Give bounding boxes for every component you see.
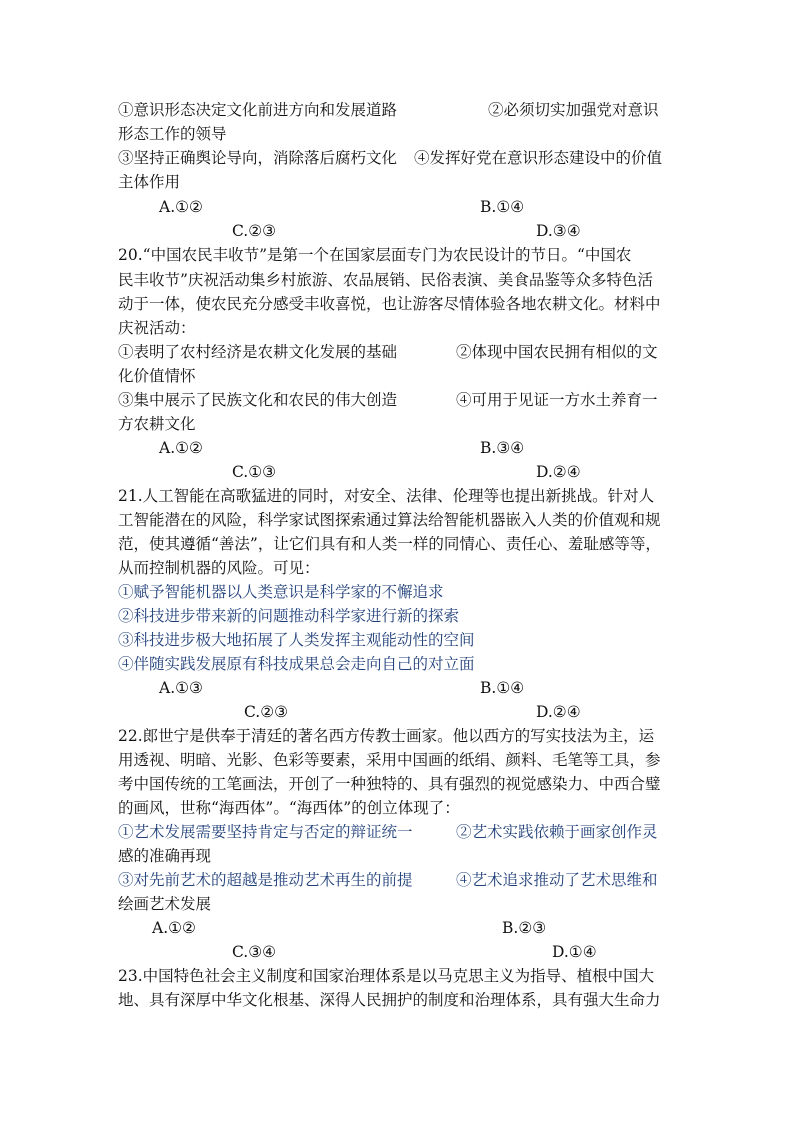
q21-statement-4: ④伴随实践发展原有科技成果总会走向自己的对立面 — [118, 655, 475, 673]
q20-statement-1: ①表明了农村经济是农耕文化发展的基础 — [118, 343, 398, 361]
q20-statement-2: ②体现中国农民拥有相似的文 — [456, 343, 658, 361]
q21-stem-line-2: 工智能潜在的风险，科学家试图探索通过算法给智能机器嵌入人类的价值观和规 — [118, 511, 661, 529]
q19-option-c: C.②③ — [232, 222, 277, 240]
q19-option-d: D.③④ — [536, 222, 581, 240]
q22-stem-line-4: 的画风，世称“海西体”。“海西体”的创立体现了： — [118, 799, 460, 817]
q22-option-a: A.①② — [152, 919, 196, 937]
q22-statement-3: ③对先前艺术的超越是推动艺术再生的前提 — [118, 871, 413, 889]
q20-stem-line-4: 庆祝活动： — [118, 319, 196, 337]
q23-stem-line-2: 地、具有深厚中华文化根基、深得人民拥护的制度和治理体系，具有强大生命力 — [118, 991, 661, 1009]
q20-statement-4-cont: 方农耕文化 — [118, 415, 196, 433]
q19-statement-2: ②必须切实加强党对意识 — [488, 101, 659, 119]
q22-statement-4: ④艺术追求推动了艺术思维和 — [456, 871, 658, 889]
q20-statement-2-cont: 化价值情怀 — [118, 367, 196, 385]
q22-option-c: C.③④ — [232, 943, 277, 961]
q22-option-d: D.①④ — [552, 943, 597, 961]
q21-statement-1: ①赋予智能机器以人类意识是科学家的不懈追求 — [118, 583, 444, 601]
q19-statement-4-cont: 主体作用 — [118, 173, 181, 191]
q22-stem-line-2: 用透视、明暗、光影、色彩等要素，采用中国画的纸绢、颜料、毛笔等工具，参 — [118, 751, 661, 769]
q19-statement-4: ④发挥好党在意识形态建设中的价值 — [414, 149, 663, 167]
q20-statement-3: ③集中展示了民族文化和农民的伟大创造 — [118, 391, 398, 409]
q21-statement-2: ②科技进步带来新的问题推动科学家进行新的探索 — [118, 607, 460, 625]
q22-statement-2-cont: 感的准确再现 — [118, 847, 212, 865]
q22-option-b: B.②③ — [502, 919, 547, 937]
q19-option-a: A.①② — [159, 198, 203, 216]
q20-statement-4: ④可用于见证一方水土养育一 — [456, 391, 658, 409]
q22-stem-line-1: 22.郎世宁是供奉于清廷的著名西方传教士画家。他以西方的写实技法为主，运 — [118, 727, 655, 745]
q22-statement-4-cont: 绘画艺术发展 — [118, 895, 212, 913]
q20-option-a: A.①② — [159, 439, 203, 457]
q19-statement-1: ①意识形态决定文化前进方向和发展道路 — [118, 101, 398, 119]
q21-stem-line-4: 从而控制机器的风险。可见： — [118, 559, 320, 577]
q20-option-c: C.①③ — [232, 463, 277, 481]
q21-option-c: C.②③ — [244, 703, 289, 721]
q22-statement-2: ②艺术实践依赖于画家创作灵 — [456, 823, 658, 841]
q21-statement-3: ③科技进步极大地拓展了人类发挥主观能动性的空间 — [118, 631, 475, 649]
q20-option-d: D.②④ — [536, 463, 581, 481]
q20-stem-line-2: 民丰收节”庆祝活动集乡村旅游、农品展销、民俗表演、美食品鉴等众多特色活 — [118, 271, 653, 289]
q21-stem-line-1: 21.人工智能在高歌猛进的同时，对安全、法律、伦理等也提出新挑战。针对人 — [118, 487, 655, 505]
q19-option-b: B.①④ — [480, 198, 525, 216]
q21-option-b: B.①④ — [480, 679, 525, 697]
q21-option-d: D.②④ — [536, 703, 581, 721]
q19-statement-3: ③坚持正确舆论导向，消除落后腐朽文化 — [118, 149, 398, 167]
q22-stem-line-3: 考中国传统的工笔画法，开创了一种独特的、具有强烈的视觉感染力、中西合璧 — [118, 775, 661, 793]
q21-stem-line-3: 范，使其遵循“善法”，让它们具有和人类一样的同情心、责任心、羞耻感等等， — [118, 535, 661, 553]
q21-option-a: A.①③ — [159, 679, 203, 697]
q19-statement-2-cont: 形态工作的领导 — [118, 125, 227, 143]
q20-stem-line-1: 20.“中国农民丰收节”是第一个在国家层面专门为农民设计的节日。“中国农 — [118, 246, 632, 264]
q23-stem-line-1: 23.中国特色社会主义制度和国家治理体系是以马克思主义为指导、植根中国大 — [118, 967, 655, 985]
q22-statement-1: ①艺术发展需要坚持肯定与否定的辩证统一 — [118, 823, 413, 841]
q20-stem-line-3: 动于一体，使农民充分感受丰收喜悦，也让游客尽情体验各地农耕文化。材料中 — [118, 295, 661, 313]
q20-option-b: B.③④ — [480, 439, 525, 457]
